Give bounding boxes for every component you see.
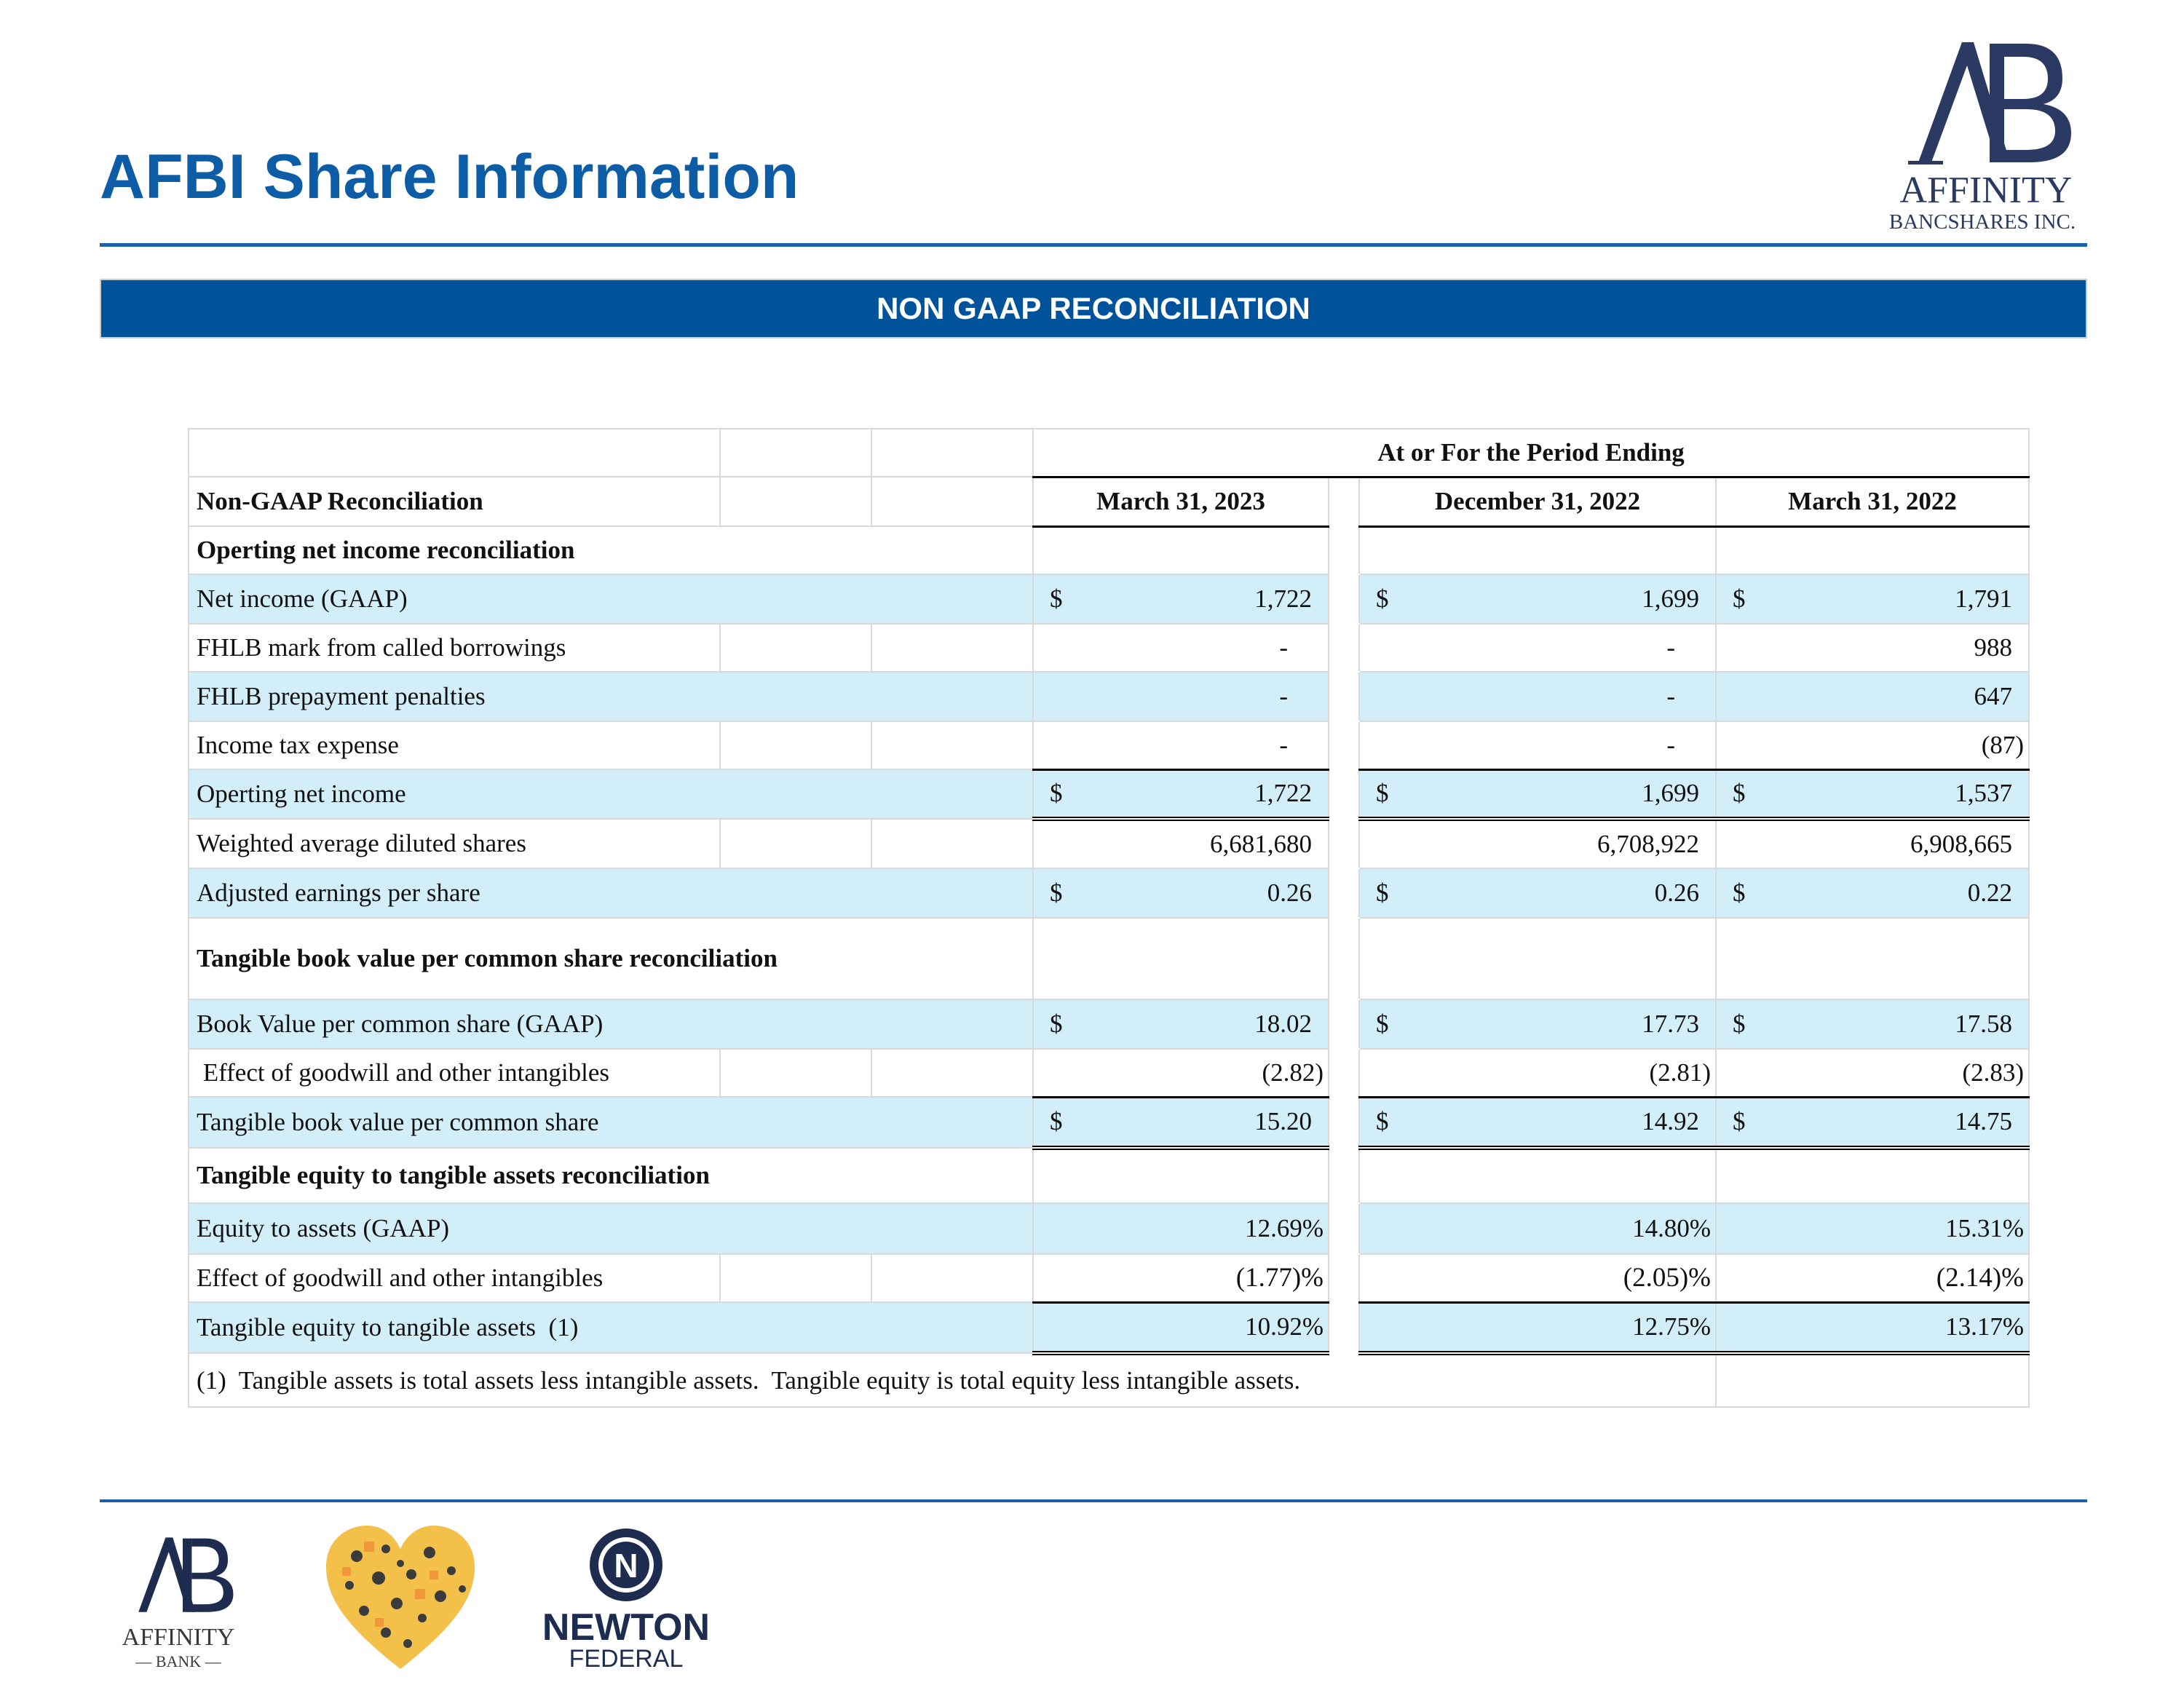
non-gaap-table <box>188 428 2030 1408</box>
currency-symbol: $ <box>1376 1107 1389 1136</box>
table-row <box>189 721 2029 769</box>
row-label: Tangible book value per common share <box>189 1097 1033 1148</box>
row-label: Equity to assets (GAAP) <box>189 1203 1033 1254</box>
banner-text: NON GAAP RECONCILIATION <box>877 291 1310 325</box>
cell-value: 647 <box>1716 672 2029 721</box>
logo-line2: — BANK — <box>135 1652 221 1670</box>
cell-value: 12.69% <box>1033 1203 1329 1254</box>
row-label: Book Value per common share (GAAP) <box>189 999 1033 1049</box>
row-label: Effect of goodwill and other intangibles <box>189 1049 720 1097</box>
affinity-bank-logo <box>109 1529 248 1674</box>
currency-symbol: $ <box>1733 879 1746 907</box>
cell-value: 6,908,665 <box>1716 819 2029 868</box>
currency-symbol: $ <box>1050 584 1063 613</box>
logo-line1: AFFINITY <box>122 1624 235 1651</box>
logo-mark: N <box>614 1547 638 1585</box>
cell-value: 12.75% <box>1359 1302 1716 1353</box>
logo-line2: FEDERAL <box>569 1645 684 1673</box>
cell-value: (1.77)% <box>1033 1254 1329 1302</box>
footnote-row <box>189 1353 2029 1407</box>
cell-value: (2.05)% <box>1359 1254 1716 1302</box>
cell-value: 988 <box>1716 624 2029 672</box>
newton-federal-logo <box>539 1525 713 1674</box>
currency-symbol: $ <box>1733 584 1746 613</box>
newton-n-icon <box>590 1529 662 1601</box>
cell-value: 13.17% <box>1716 1302 2029 1353</box>
cell-value: - <box>1033 721 1329 769</box>
header-rule <box>100 243 2087 247</box>
col-header-1: March 31, 2023 <box>1033 477 1329 526</box>
cell-value: 1,722 <box>1254 779 1312 808</box>
cell-value: 1,722 <box>1254 584 1312 613</box>
row-label: FHLB mark from called borrowings <box>189 624 720 672</box>
cell-value: 1,537 <box>1955 779 2012 808</box>
cell-value: - <box>1359 672 1716 721</box>
cell-value: 1,699 <box>1642 779 1699 808</box>
table-row <box>189 624 2029 672</box>
cell-value: 0.26 <box>1267 879 1312 907</box>
cell-value: 15.31% <box>1716 1203 2029 1254</box>
cell-value: (2.81) <box>1359 1049 1716 1097</box>
cell-value: 17.73 <box>1642 1010 1699 1038</box>
currency-symbol: $ <box>1376 584 1389 613</box>
row-label: Tangible equity to tangible assets (1) <box>189 1302 1033 1353</box>
cell-value: 17.58 <box>1955 1010 2012 1038</box>
heart-community-icon <box>320 1520 480 1676</box>
section-banner <box>100 279 2087 338</box>
section-title: Operting net income reconciliation <box>189 526 1033 574</box>
cell-value: (87) <box>1716 721 2029 769</box>
cell-value: 10.92% <box>1033 1302 1329 1353</box>
table-row <box>189 672 2029 721</box>
currency-symbol: $ <box>1376 1010 1389 1038</box>
cell-value: 14.75 <box>1955 1107 2012 1136</box>
table-row <box>189 999 2029 1049</box>
logo-line1: NEWTON <box>542 1606 711 1649</box>
period-header-row <box>189 429 2029 477</box>
table-row <box>189 769 2029 819</box>
row-label: FHLB prepayment penalties <box>189 672 1033 721</box>
cell-value: (2.14)% <box>1716 1254 2029 1302</box>
cell-value: 15.20 <box>1254 1107 1312 1136</box>
table-row <box>189 1203 2029 1254</box>
column-header-row <box>189 477 2029 526</box>
ab-monogram-icon <box>1908 42 2071 164</box>
currency-symbol: $ <box>1376 879 1389 907</box>
cell-value: 6,708,922 <box>1359 819 1716 868</box>
row-label: Adjusted earnings per share <box>189 868 1033 918</box>
affinity-bancshares-logo <box>1880 28 2092 239</box>
col-header-2: December 31, 2022 <box>1359 477 1716 526</box>
row-label: Net income (GAAP) <box>189 574 1033 624</box>
footnote: (1) Tangible assets is total assets less intangible assets. Tangible equity is total equity less intangible assets. <box>189 1353 1716 1407</box>
currency-symbol: $ <box>1733 1107 1746 1136</box>
cell-value: 14.92 <box>1642 1107 1699 1136</box>
footer-rule <box>100 1499 2087 1502</box>
row-header: Non-GAAP Reconciliation <box>189 477 720 526</box>
cell-value: (2.83) <box>1716 1049 2029 1097</box>
cell-value: 1,699 <box>1642 584 1699 613</box>
table-row <box>189 1254 2029 1302</box>
section-row <box>189 1148 2029 1203</box>
table-row <box>189 1097 2029 1148</box>
cell-value: 0.22 <box>1967 879 2012 907</box>
currency-symbol: $ <box>1733 1010 1746 1038</box>
cell-value: - <box>1033 672 1329 721</box>
currency-symbol: $ <box>1733 779 1746 808</box>
section-row <box>189 526 2029 574</box>
table-row <box>189 819 2029 868</box>
cell-value: 0.26 <box>1654 879 1699 907</box>
cell-value: 6,681,680 <box>1033 819 1329 868</box>
row-label: Weighted average diluted shares <box>189 819 720 868</box>
table-row <box>189 574 2029 624</box>
row-label: Operting net income <box>189 769 1033 819</box>
section-title: Tangible equity to tangible assets reconciliation <box>189 1148 1033 1203</box>
currency-symbol: $ <box>1050 779 1063 808</box>
section-row <box>189 918 2029 999</box>
page-title: AFBI Share Information <box>100 142 799 212</box>
cell-value: - <box>1359 721 1716 769</box>
currency-symbol: $ <box>1050 1010 1063 1038</box>
logo-line1: AFFINITY <box>1899 170 2073 211</box>
table-row <box>189 1049 2029 1097</box>
logo-line2: BANCSHARES INC. <box>1888 210 2076 234</box>
cell-value: - <box>1359 624 1716 672</box>
col-header-3: March 31, 2022 <box>1716 477 2029 526</box>
row-label: Income tax expense <box>189 721 720 769</box>
row-label: Effect of goodwill and other intangibles <box>189 1254 720 1302</box>
cell-value: (2.82) <box>1033 1049 1329 1097</box>
ab-monogram-icon <box>138 1537 233 1611</box>
table-row <box>189 868 2029 918</box>
cell-value: 18.02 <box>1254 1010 1312 1038</box>
cell-value: 1,791 <box>1955 584 2012 613</box>
cell-value: 14.80% <box>1359 1203 1716 1254</box>
period-header: At or For the Period Ending <box>1033 429 2029 477</box>
currency-symbol: $ <box>1050 879 1063 907</box>
cell-value: - <box>1033 624 1329 672</box>
currency-symbol: $ <box>1376 779 1389 808</box>
table-row <box>189 1302 2029 1353</box>
section-title: Tangible book value per common share reconciliation <box>189 918 1033 999</box>
currency-symbol: $ <box>1050 1107 1063 1136</box>
